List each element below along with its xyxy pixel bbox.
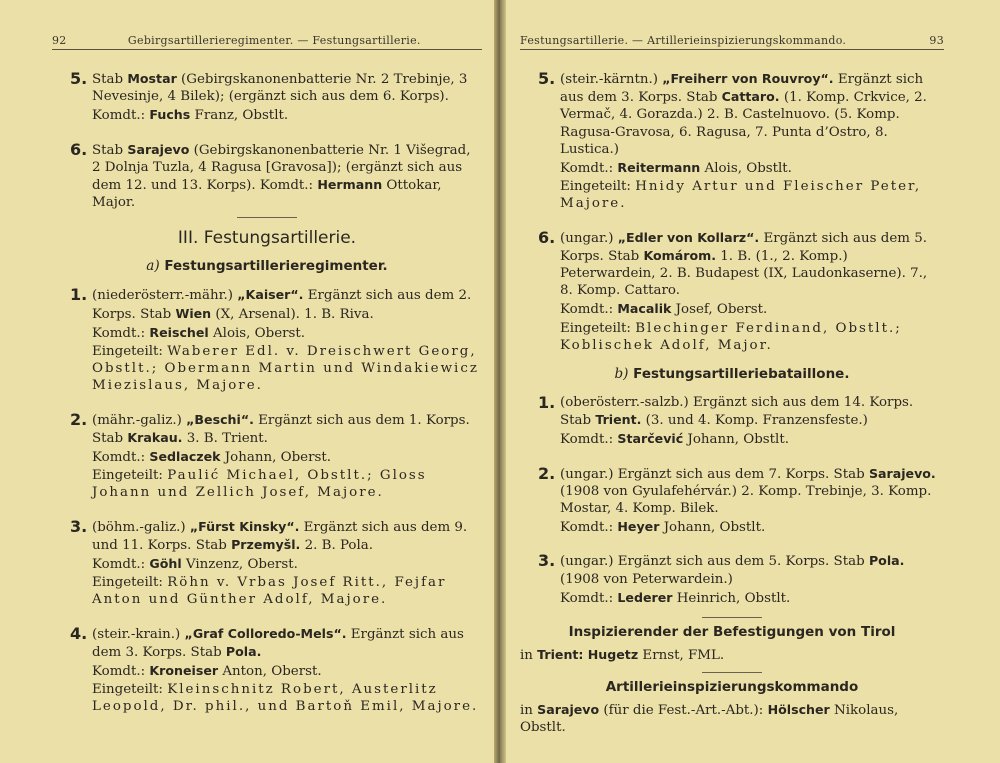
regiment-entry-1: 1. (niederösterr.-mähr.) „Kaiser“. Ergänzt sich aus dem 2. Korps. Stab Wien (X, Arsenal). 1. B. Riva. Komdt.: Reischel Alois, Oberst. Eingeteilt: Waberer Edl. v. Dreischwert Georg, Obstlt.; Obermann Martin und Windakiewicz Miezislaus, Majore. — [70, 285, 479, 394]
regiment-name: „Kaiser“. — [237, 287, 304, 303]
place-name: Trient: — [537, 647, 584, 663]
running-head-right — [520, 34, 944, 50]
regiment-name: „Graf Colloredo-Mels“. — [184, 625, 347, 641]
inspector-line: in Trient: Hugetz Ernst, FML. — [520, 647, 725, 664]
regiment-entry-4: 4. (steir.-krain.) „Graf Colloredo-Mels“. Ergänzt sich aus dem 3. Korps. Stab Pola. Komdt.: Kroneiser Anton, Oberst. Eingeteilt: Kleinschnitz Robert, Austerlitz Leopold, Dr. phil., und Bartoň Emil, Majore. — [70, 623, 479, 715]
divider — [702, 672, 762, 673]
inspector-name: Hugetz — [587, 647, 639, 663]
assigned-officers: Hnidy Artur und Fleischer Peter, Majore. — [560, 179, 922, 212]
stab-name: Pola. — [868, 553, 905, 569]
regiment-name: „Freiherr von Rouvroy“. — [662, 71, 834, 86]
mountain-entry-5: 5. Stab Mostar (Gebirgskanonenbatterie Nr. 2 Trebinje, 3 Nevesinje, 4 Bilek); (ergänzt sich aus dem 6. Korps). Komdt.: Fuchs Franz, Obstlt. — [70, 69, 468, 124]
regiment-name: „Edler von Kollarz“. — [617, 229, 760, 245]
commander-name: Fuchs — [149, 107, 191, 123]
assigned-officers: Blechinger Ferdinand, Obstlt.; Koblischek Adolf, Major. — [560, 320, 902, 353]
commander-name: Reitermann — [617, 160, 701, 176]
inspector-title: Inspizierender der Befestigungen von Tirol — [568, 624, 896, 641]
station-name: Sarajevo — [127, 141, 190, 157]
assigned-officers: Kleinschnitz Robert, Austerlitz Leopold, Dr. phil., und Bartoň Emil, Majore. — [92, 682, 479, 715]
commander-name: Macalik — [617, 301, 672, 317]
commander-name: Göhl — [149, 556, 182, 572]
commander-name: Kroneiser — [149, 663, 219, 679]
commander-name: Heyer — [617, 519, 660, 535]
assigned-officers: Paulić Michael, Obstlt.; Gloss Johann und Zellich Josef, Majore. — [92, 468, 427, 501]
regiment-entry-3: 3. (böhm.-galiz.) „Fürst Kinsky“. Ergänzt sich aus dem 9. und 11. Korps. Stab Przemyšl. 2. B. Pola. Komdt.: Göhl Vinzenz, Oberst. Eingeteilt: Röhn v. Vrbas Josef Ritt., Fejfar Anton und Günther Adolf, Majore. — [70, 516, 468, 608]
place-name: Sarajevo — [537, 702, 600, 718]
regiment-name: „Fürst Kinsky“. — [189, 518, 300, 534]
stab-name: Trient. — [595, 412, 642, 428]
commander-name: Sedlaczek — [149, 449, 221, 465]
artillery-command-title: Artillerieinspizierungskommando — [605, 679, 859, 696]
regiment-entry-2: 2. (mähr.-galiz.) „Beschi“. Ergänzt sich aus dem 1. Korps. Stab Krakau. 3. B. Trient. Komdt.: Sedlaczek Johann, Oberst. Eingeteilt: Paulić Michael, Obstlt.; Gloss Johann und Zellich Josef, Majore. — [70, 409, 470, 501]
commander-name: Lederer — [617, 589, 673, 605]
stab-name: Cattaro. — [721, 89, 780, 105]
regiment-name: „Beschi“. — [186, 411, 254, 427]
stab-name: Wien — [175, 305, 212, 321]
commander-name: Hölscher — [767, 702, 830, 718]
right-page — [506, 0, 1000, 763]
subsection-title-a: a) Festungsartillerieregimenter. — [146, 258, 388, 275]
station-name: Mostar — [127, 71, 177, 86]
battalion-entry-2: 2. (ungar.) Ergänzt sich aus dem 7. Korps. Stab Sarajevo. (1908 von Gyulafehérvár.) 2. Komp. Trebinje, 3. Komp. Mostar, 4. Komp. Bilek. Komdt.: Heyer Johann, Obstlt. — [538, 463, 936, 536]
running-head-left — [52, 34, 482, 50]
stab-name: Pola. — [225, 643, 262, 659]
commander-name: Reischel — [149, 324, 209, 340]
running-head-text-left: Gebirgsartillerieregimenter. — Festungsartillerie. — [127, 34, 421, 47]
running-head-text-right: Festungsartillerie. — Artillerieinspizierungskommando. — [520, 34, 847, 47]
section-title: III. Festungsartillerie. — [177, 228, 357, 249]
commander-name: Hermann — [317, 177, 383, 193]
battalion-entry-1: 1. (oberösterr.-salzb.) Ergänzt sich aus dem 14. Korps. Stab Trient. (3. und 4. Komp. Franzensfeste.) Komdt.: Starčević Johann, Obstlt. — [538, 393, 914, 448]
assigned-officers: Röhn v. Vrbas Josef Ritt., Fejfar Anton und Günther Adolf, Majore. — [92, 575, 447, 608]
entry-number: 6. — [70, 139, 88, 159]
book-gutter — [494, 0, 506, 763]
stab-name: Komárom. — [643, 247, 717, 263]
divider — [702, 617, 762, 618]
regiment-entry-5: 5. (steir.-kärntn.) „Freiherr von Rouvroy“. Ergänzt sich aus dem 3. Korps. Stab Cattaro. (1. Komp. Crkvice, 2. Vermač, 4. Gorazda.) 2. B. Castelnuovo. (5. Komp. Ragusa-Gravosa, 6. Ragusa, 7. Punta d’Ostro, 8. Lustica.) Komdt.: Reitermann Alois, Obstlt. Eingeteilt: Hnidy Artur und Fleischer Peter, Majore. — [538, 69, 927, 212]
divider — [237, 217, 297, 218]
page-number-right: 93 — [929, 34, 944, 47]
stab-name: Przemyšl. — [231, 536, 301, 552]
left-page — [0, 0, 494, 763]
battalion-entry-3: 3. (ungar.) Ergänzt sich aus dem 5. Korps. Stab Pola. (1908 von Peterwardein.) Komdt.: Lederer Heinrich, Obstlt. — [538, 551, 905, 606]
artillery-command-line: in Sarajevo (für die Fest.-Art.-Abt.): Hölscher Nikolaus, Obstlt. — [520, 702, 899, 736]
page-number-left: 92 — [52, 34, 67, 47]
stab-name: Krakau. — [127, 429, 183, 445]
mountain-entry-6: 6. Stab Sarajevo (Gebirgskanonenbatterie Nr. 1 Višegrad, 2 Dolnja Tuzla, 4 Ragusa [Gravosa]); (ergänzt sich aus dem 12. und 13. Korps). Komdt.: Hermann Ottokar, Major. — [70, 139, 471, 211]
commander-name: Starčević — [617, 431, 684, 447]
entry-number: 5. — [70, 69, 88, 88]
regiment-entry-6: 6. (ungar.) „Edler von Kollarz“. Ergänzt sich aus dem 5. Korps. Stab Komárom. 1. B. (1., 2. Komp.) Peterwardein, 2. B. Budapest (IX, Laudonkaserne). 7., 8. Komp. Cattaro. Komdt.: Macalik Josef, Oberst. Eingeteilt: Blechinger Ferdinand, Obstlt.; Koblischek Adolf, Major. — [538, 227, 928, 353]
assigned-officers: Waberer Edl. v. Dreischwert Georg, Obstlt.; Obermann Martin und Windakiewicz Miezislaus, Majore. — [92, 344, 479, 394]
subsection-title-b: b) Festungsartilleriebataillone. — [614, 366, 850, 383]
stab-name: Sarajevo. — [868, 465, 936, 481]
